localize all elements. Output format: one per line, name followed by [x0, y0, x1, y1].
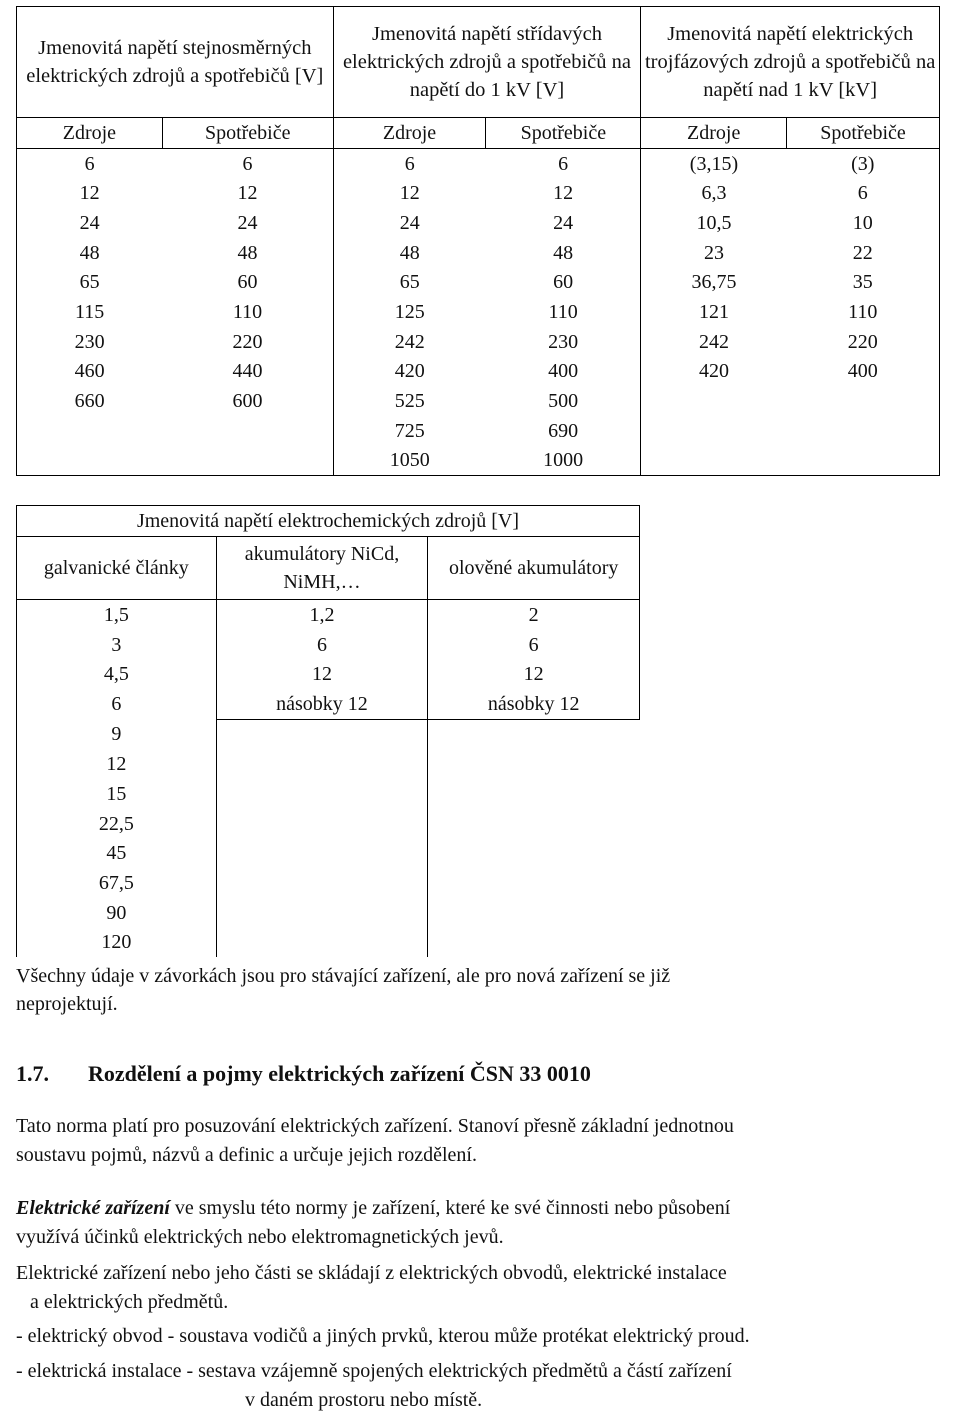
table-cell: 110 — [486, 297, 641, 327]
table-cell: 12 — [162, 178, 333, 208]
table-cell: 6 — [17, 689, 217, 719]
note-line-1: Všechny údaje v závorkách jsou pro stávající zařízení, ale pro nová zařízení se již — [16, 965, 671, 987]
table-cell — [428, 839, 640, 869]
table-cell: 48 — [333, 238, 486, 268]
table-row — [17, 839, 640, 869]
table-row — [17, 357, 940, 387]
table-cell — [216, 809, 428, 839]
table-subheader-row — [17, 118, 940, 149]
table-cell — [787, 446, 940, 476]
table-cell: 220 — [787, 327, 940, 357]
table-cell — [787, 416, 940, 446]
table-header-row — [17, 537, 640, 600]
table-cell: 525 — [333, 386, 486, 416]
table-cell: 48 — [486, 238, 641, 268]
header-dc: Jmenovitá napětí stejnosměrných elektrických zdrojů a spotřebičů [V] — [17, 7, 334, 118]
section-number: 1.7. — [16, 1061, 49, 1086]
table-row — [17, 898, 640, 928]
paragraph-3-line-1: Elektrické zařízení nebo jeho části se skládají z elektrických obvodů, elektrické instalace — [16, 1262, 727, 1284]
table-cell: 35 — [787, 267, 940, 297]
subheader-cell: Spotřebiče — [787, 118, 940, 149]
table-row — [17, 297, 940, 327]
table-cell: 22 — [787, 238, 940, 268]
defined-term: Elektrické zařízení — [16, 1197, 170, 1219]
subheader-cell: Spotřebiče — [162, 118, 333, 149]
table-cell: 400 — [787, 357, 940, 387]
table-row — [17, 928, 640, 958]
header-ac-high: Jmenovitá napětí elektrických trojfázových zdrojů a spotřebičů na napětí nad 1 kV [kV] — [641, 7, 940, 118]
table-cell — [428, 719, 640, 749]
table-row — [17, 809, 640, 839]
table-caption: Jmenovitá napětí elektrochemických zdrojů [V] — [17, 506, 640, 537]
table-cell: 400 — [486, 357, 641, 387]
header-ac-low: Jmenovitá napětí střídavých elektrických zdrojů a spotřebičů na napětí do 1 kV [V] — [333, 7, 641, 118]
table-cell: (3,15) — [641, 148, 787, 178]
table-cell: 24 — [486, 208, 641, 238]
table-cell: 9 — [17, 719, 217, 749]
electrochemical-table-body — [17, 600, 640, 958]
table-row — [17, 630, 640, 660]
header-galvanic: galvanické články — [17, 537, 217, 600]
table-cell: 242 — [641, 327, 787, 357]
table-cell — [216, 928, 428, 958]
table-cell: 6 — [17, 148, 163, 178]
table-cell: 12 — [333, 178, 486, 208]
table-row — [17, 178, 940, 208]
table-cell: 24 — [17, 208, 163, 238]
table-cell: 15 — [17, 779, 217, 809]
table-cell: 121 — [641, 297, 787, 327]
table-cell — [216, 868, 428, 898]
table-row — [17, 749, 640, 779]
table-cell: 1000 — [486, 446, 641, 476]
table-cell: 6,3 — [641, 178, 787, 208]
table-cell: násobky 12 — [216, 689, 428, 719]
table-cell: 12 — [17, 749, 217, 779]
table-cell: 12 — [486, 178, 641, 208]
note-line-2: neprojektují. — [16, 993, 118, 1015]
table-cell: 460 — [17, 357, 163, 387]
table-cell — [162, 446, 333, 476]
table-cell: 115 — [17, 297, 163, 327]
table-row — [17, 416, 940, 446]
table-row — [17, 689, 640, 719]
table-cell: 23 — [641, 238, 787, 268]
table-cell: 420 — [333, 357, 486, 387]
table-row — [17, 868, 640, 898]
table-cell: 242 — [333, 327, 486, 357]
table-cell: 60 — [162, 267, 333, 297]
table-cell: 6 — [787, 178, 940, 208]
subheader-cell: Zdroje — [17, 118, 163, 149]
table-cell — [17, 416, 163, 446]
paragraph-2-line-1 — [16, 1194, 730, 1222]
table-cell: násobky 12 — [428, 689, 640, 719]
table-row — [17, 779, 640, 809]
table-cell: 36,75 — [641, 267, 787, 297]
table-cell — [216, 898, 428, 928]
table-cell: 3 — [17, 630, 217, 660]
table-cell: 600 — [162, 386, 333, 416]
paragraph-1-line-1: Tato norma platí pro posuzování elektrických zařízení. Stanoví přesně základní jednotnou — [16, 1115, 734, 1137]
table-cell — [216, 779, 428, 809]
table-header-row — [17, 7, 940, 118]
table-cell: 65 — [333, 267, 486, 297]
table-cell — [428, 868, 640, 898]
table-cell: (3) — [787, 148, 940, 178]
table-cell: 10,5 — [641, 208, 787, 238]
table-cell: 690 — [486, 416, 641, 446]
table-cell: 120 — [17, 928, 217, 958]
table-cell — [428, 809, 640, 839]
table-row — [17, 208, 940, 238]
table-cell: 12 — [216, 659, 428, 689]
table-row — [17, 327, 940, 357]
table-cell — [216, 749, 428, 779]
table-cell: 60 — [486, 267, 641, 297]
table-cell: 220 — [162, 327, 333, 357]
section-title: Rozdělení a pojmy elektrických zařízení ČSN 33 0010 — [88, 1061, 591, 1086]
table-row — [17, 659, 640, 689]
table-cell: 24 — [162, 208, 333, 238]
table-cell: 230 — [17, 327, 163, 357]
table-cell — [216, 839, 428, 869]
subheader-cell: Zdroje — [641, 118, 787, 149]
table-cell: 12 — [428, 659, 640, 689]
table-row — [17, 719, 640, 749]
paragraph-2-line-2: využívá účinků elektrických nebo elektromagnetických jevů. — [16, 1226, 504, 1248]
table-cell — [428, 928, 640, 958]
table-cell: 6 — [486, 148, 641, 178]
electrochemical-table — [16, 505, 640, 957]
table-cell: 24 — [333, 208, 486, 238]
table-cell — [787, 386, 940, 416]
paragraph-2-rest: ve smyslu této normy je zařízení, které ke své činnosti nebo působení — [169, 1197, 731, 1219]
table-cell — [641, 446, 787, 476]
paragraph-3-line-2: a elektrických předmětů. — [30, 1291, 229, 1313]
table-cell: 230 — [486, 327, 641, 357]
table-row — [17, 600, 640, 630]
table-cell: 45 — [17, 839, 217, 869]
table-cell: 420 — [641, 357, 787, 387]
subheader-cell: Spotřebiče — [486, 118, 641, 149]
table-cell — [641, 386, 787, 416]
table-cell: 48 — [162, 238, 333, 268]
table-cell: 1,2 — [216, 600, 428, 630]
table-row — [17, 267, 940, 297]
table-cell: 6 — [216, 630, 428, 660]
table-cell — [641, 416, 787, 446]
table-cell — [216, 719, 428, 749]
table-cell: 2 — [428, 600, 640, 630]
table-cell: 67,5 — [17, 868, 217, 898]
table-cell: 660 — [17, 386, 163, 416]
voltage-table-body — [17, 148, 940, 476]
header-lead: olověné akumulátory — [428, 537, 640, 600]
table-cell: 1050 — [333, 446, 486, 476]
paragraph-5-line-1: - elektrická instalace - sestava vzájemně spojených elektrických předmětů a částí zařízení — [16, 1360, 732, 1382]
table-cell — [17, 446, 163, 476]
table-cell: 725 — [333, 416, 486, 446]
table-row — [17, 148, 940, 178]
table-cell: 500 — [486, 386, 641, 416]
table-cell — [428, 749, 640, 779]
subheader-cell: Zdroje — [333, 118, 486, 149]
table-cell: 22,5 — [17, 809, 217, 839]
table-row — [17, 386, 940, 416]
paragraph-5-line-2: v daném prostoru nebo místě. — [245, 1389, 483, 1411]
table-cell: 110 — [787, 297, 940, 327]
header-nicd: akumulátory NiCd, NiMH,… — [216, 537, 428, 600]
table-row — [17, 238, 940, 268]
table-caption-row — [17, 506, 640, 537]
table-cell: 4,5 — [17, 659, 217, 689]
table-cell: 110 — [162, 297, 333, 327]
table-cell: 10 — [787, 208, 940, 238]
table-cell: 1,5 — [17, 600, 217, 630]
table-cell: 12 — [17, 178, 163, 208]
table-cell: 6 — [333, 148, 486, 178]
section-heading — [16, 1061, 591, 1087]
table-cell — [428, 779, 640, 809]
table-cell: 90 — [17, 898, 217, 928]
table-cell: 65 — [17, 267, 163, 297]
table-cell — [428, 898, 640, 928]
voltage-table — [16, 6, 940, 476]
table-cell: 6 — [428, 630, 640, 660]
table-cell: 440 — [162, 357, 333, 387]
paragraph-1-line-2: soustavu pojmů, názvů a definic a určuje jejich rozdělení. — [16, 1144, 477, 1166]
table-cell: 48 — [17, 238, 163, 268]
table-cell — [162, 416, 333, 446]
table-row — [17, 446, 940, 476]
table-cell: 6 — [162, 148, 333, 178]
table-cell: 125 — [333, 297, 486, 327]
paragraph-4: - elektrický obvod - soustava vodičů a jiných prvků, kterou může protékat elektrický proud. — [16, 1325, 750, 1347]
